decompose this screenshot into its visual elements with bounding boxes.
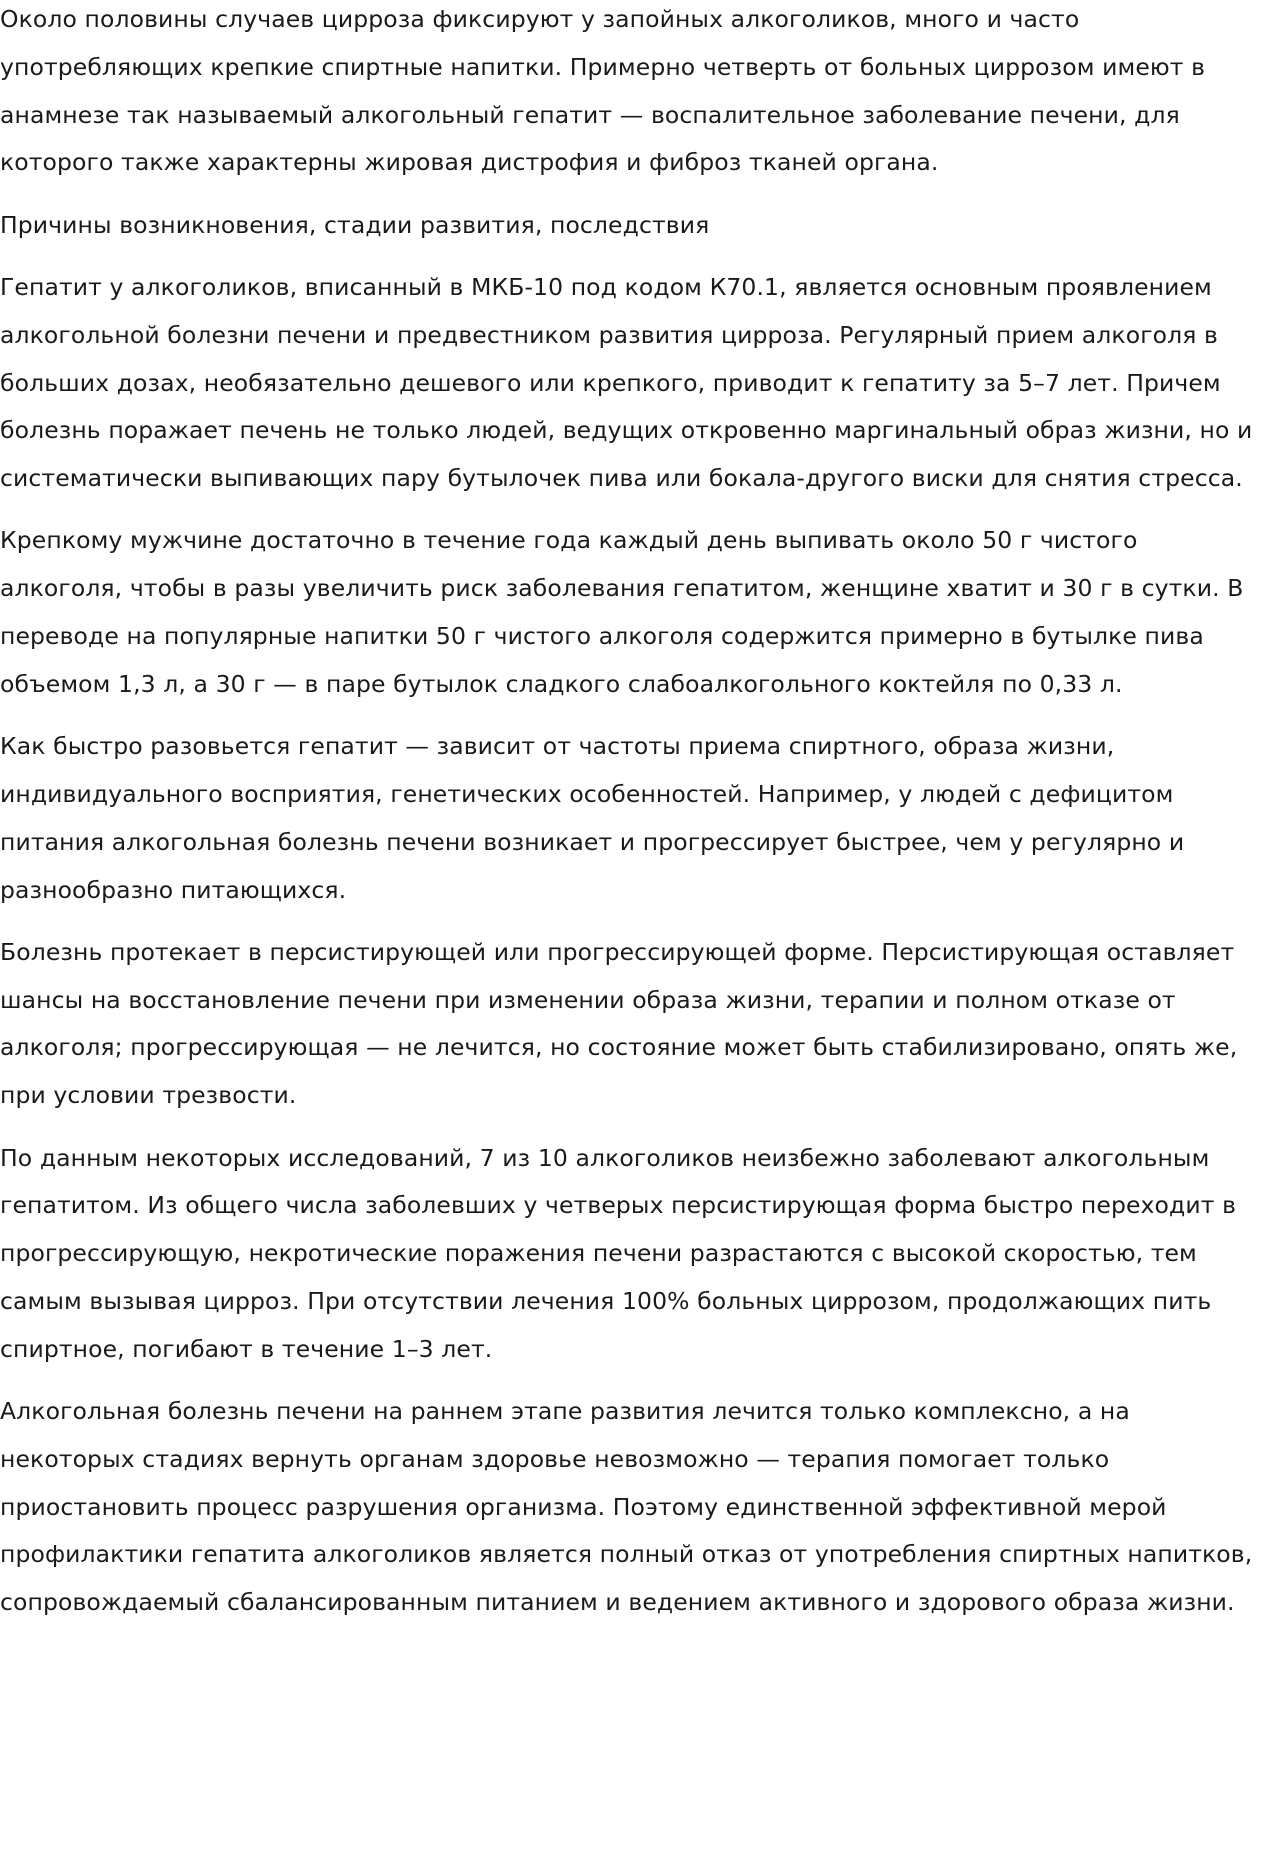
paragraph-statistics: По данным некоторых исследований, 7 из 10 алкоголиков неизбежно заболевают алкогольным гепатитом. Из общего числа заболевших у четверых персистирующая форма быстро переходит в прогрессирующую, некротические поражения печени разрастаются с высокой скоростью, тем самым вызывая цирроз. При отсутствии лечения 100% больных циррозом, продолжающих пить спиртное, погибают в течение 1–3 лет. bbox=[0, 1143, 1237, 1363]
paragraph-dosage: Крепкому мужчине достаточно в течение года каждый день выпивать около 50 г чистого алкоголя, чтобы в разы увеличить риск заболевания гепатитом, женщине хватит и 30 г в сутки. В переводе на популярные напитки 50 г чистого алкоголя содержится примерно в бутылке пива объемом 1,3 л, а 30 г — в паре бутылок сладкого слабоалкогольного коктейля по 0,33 л. bbox=[0, 526, 1244, 698]
paragraph-treatment: Алкогольная болезнь печени на раннем этапе развития лечится только комплексно, а на некоторых стадиях вернуть органам здоровье невозможно — терапия помогает только приостановить процесс разрушения организма. Поэтому единственной эффективной мерой профилактики гепатита алкоголиков является полный отказ от употребления спиртных напитков, сопровождаемый сбалансированным питанием и ведением активного и здорового образа жизни. bbox=[0, 1397, 1253, 1617]
paragraph-intro: Около половины случаев цирроза фиксируют у запойных алкоголиков, много и часто употребляющих крепкие спиртные напитки. Примерно четверть от больных циррозом имеют в анамнезе так называемый алкогольный гепатит — воспалительное заболевание печени, для которого также характерны жировая дистрофия и фиброз тканей органа. bbox=[0, 5, 1206, 177]
section-heading: Причины возникновения, стадии развития, последствия bbox=[0, 210, 710, 239]
paragraph-development-speed: Как быстро разовьется гепатит — зависит от частоты приема спиртного, образа жизни, индивидуального восприятия, генетических особенностей. Например, у людей с дефицитом питания алкогольная болезнь печени возникает и прогрессирует быстрее, чем у регулярно и разнообразно питающихся. bbox=[0, 732, 1185, 904]
paragraph-hepatitis-code: Гепатит у алкоголиков, вписанный в МКБ-10 под кодом К70.1, является основным проявлением алкогольной болезни печени и предвестником развития цирроза. Регулярный прием алкоголя в больших дозах, необязательно дешевого или крепкого, приводит к гепатиту за 5–7 лет. Причем болезнь поражает печень не только людей, ведущих откровенно маргинальный образ жизни, но и систематически выпивающих пару бутылочек пива или бокала-другого виски для снятия стресса. bbox=[0, 272, 1253, 493]
paragraph-disease-forms: Болезнь протекает в персистирующей или прогрессирующей форме. Персистирующая оставляет шансы на восстановление печени при изменении образа жизни, терапии и полном отказе от алкоголя; прогрессирующая — не лечится, но состояние может быть стабилизировано, опять же, при условии трезвости. bbox=[0, 937, 1238, 1110]
